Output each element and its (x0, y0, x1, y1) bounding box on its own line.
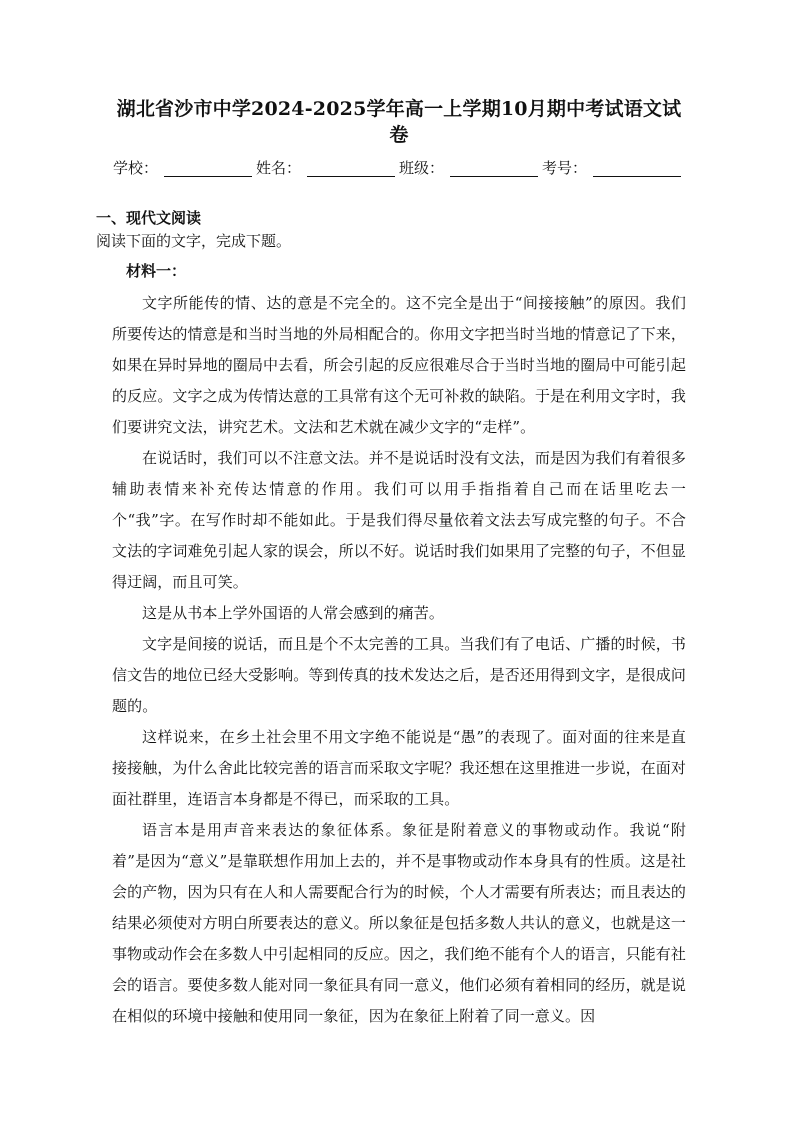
reading-passage (112, 288, 686, 1032)
passage-paragraph-4: 文字是间接的说话，而且是个不太完善的工具。当我们有了电话、广播的时候，书信文告的地位已经大受影响。等到传真的技术发达之后，是否还用得到文字，是很成问题的。 (112, 635, 686, 715)
name-blank[interactable] (307, 160, 395, 177)
name-label: 姓名： (255, 159, 301, 177)
school-label: 学校： (112, 159, 158, 177)
exam-number-blank[interactable] (593, 160, 681, 177)
section-heading: 一、现代文阅读 (96, 209, 202, 227)
passage-paragraph-1: 文字所能传的情、达的意是不完全的。这不完全是出于“间接接触”的原因。我们所要传达的情意是和当时当地的外局相配合的。你用文字把当时当地的情意记了下来，如果在异时异地的圈局中去看，所会引起的反应很难尽合于当时当地的圈局中可能引起的反应。文字之成为传情达意的工具常有这个无可补救的缺陷。于是在利用文字时，我们要讲究文法，讲究艺术。文法和艺术就在减少文字的“走样”。 (112, 294, 686, 436)
class-label: 班级： (399, 159, 445, 177)
school-blank[interactable] (164, 160, 252, 177)
student-info-row (112, 158, 686, 178)
passage-paragraph-5: 这样说来，在乡土社会里不用文字绝不能说是“愚”的表现了。面对面的往来是直接接触，为什么舍此比较完善的语言而采取文字呢？我还想在这里推进一步说，在面对面社群里，连语言本身都是不得已，而采取的工具。 (112, 728, 686, 808)
passage-paragraph-2: 在说话时，我们可以不注意文法。并不是说话时没有文法，而是因为我们有着很多辅助表情来补充传达情意的作用。我们可以用手指指着自己而在话里吃去一个“我”字。在写作时却不能如此。于是我们得尽量依着文法去写成完整的句子。不合文法的字词难免引起人家的误会，所以不好。说话时我们如果用了完整的句子，不但显得迂阔，而且可笑。 (112, 449, 686, 591)
passage-paragraph-6: 语言本是用声音来表达的象征体系。象征是附着意义的事物或动作。我说“附着”是因为“意义”是靠联想作用加上去的，并不是事物或动作本身具有的性质。这是社会的产物，因为只有在人和人需要配合行为的时候，个人才需要有所表达；而且表达的结果必须使对方明白所要表达的意义。所以象征是包括多数人共认的意义，也就是这一事物或动作会在多数人中引起相同的反应。因之，我们绝不能有个人的语言，只能有社会的语言。要使多数人能对同一象征具有同一意义，他们必须有着相同的经历，就是说在相似的环境中接触和使用同一象征，因为在象征上附着了同一意义。因 (112, 821, 686, 1025)
exam-number-field (542, 158, 685, 178)
reading-instruction: 阅读下面的文字，完成下题。 (96, 232, 292, 250)
school-field (113, 158, 256, 178)
exam-title: 湖北省沙市中学2024-2025学年高一上学期10月期中考试语文试卷 (116, 98, 682, 146)
name-field (256, 158, 399, 178)
passage-paragraph-3: 这是从书本上学外国语的人常会感到的痛苦。 (142, 604, 445, 622)
class-field (399, 158, 542, 178)
exam-number-label: 考号： (542, 159, 588, 177)
class-blank[interactable] (450, 160, 538, 177)
material-title: 材料一： (126, 262, 187, 280)
